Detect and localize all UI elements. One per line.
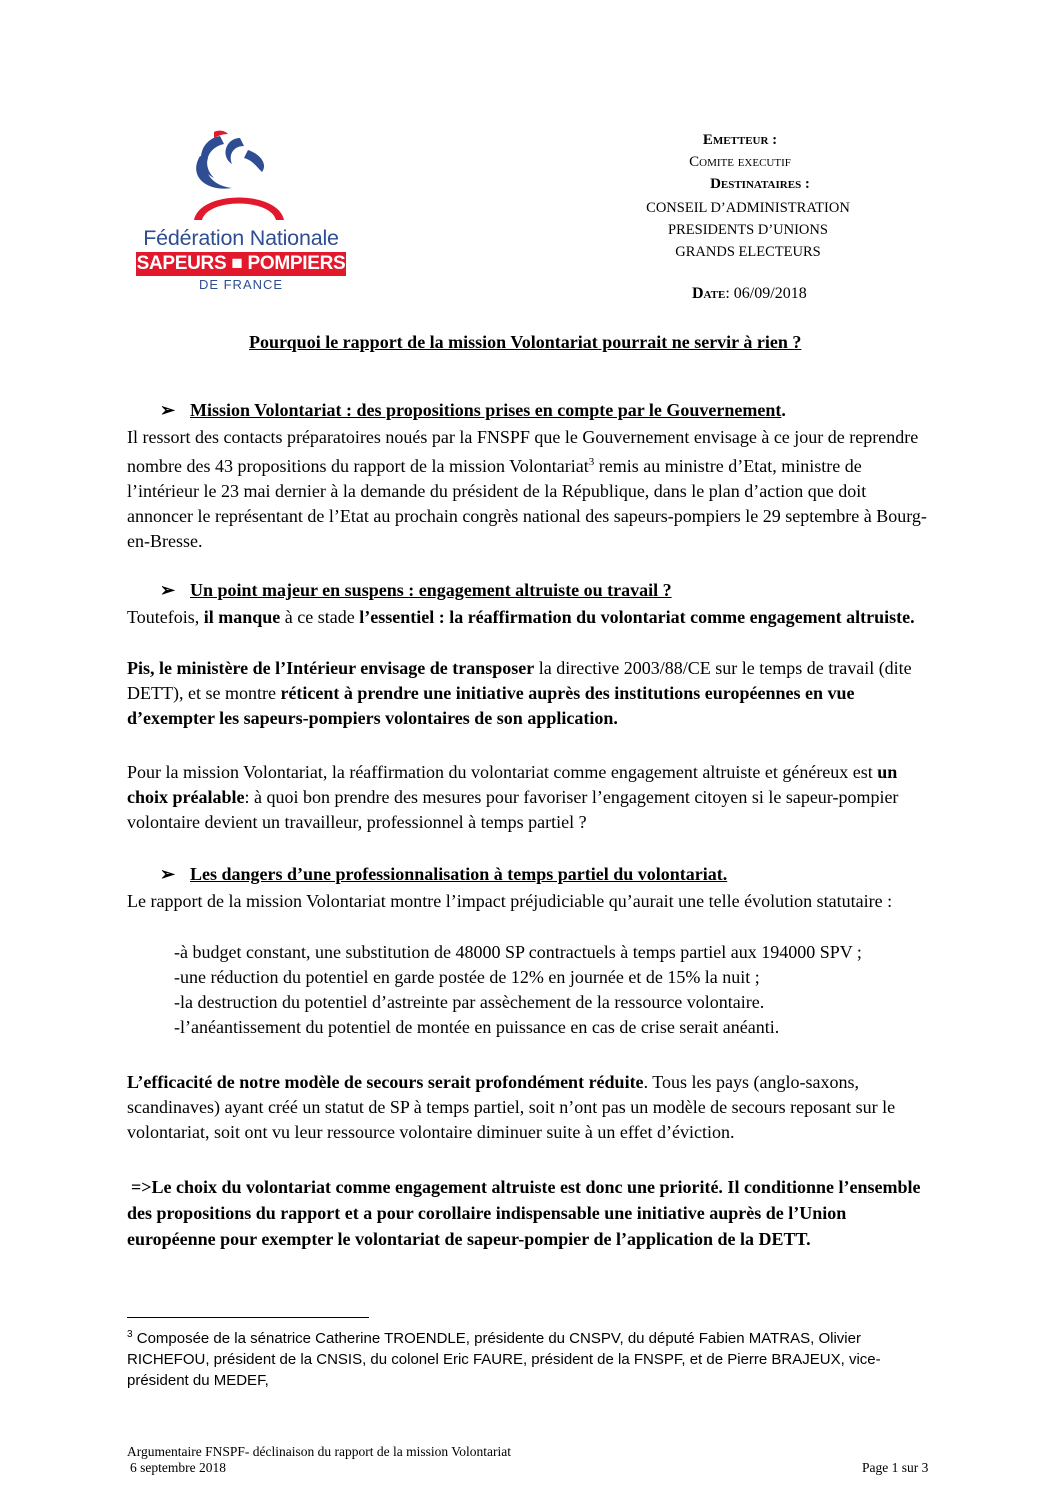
s2-p1-b: il manque bbox=[203, 607, 281, 627]
arrow-bullet-icon: ➢ bbox=[160, 864, 176, 884]
conclusion: =>Le choix du volontariat comme engagement altruiste est donc une priorité. Il conditionne l’ensemble des propositions du rapport et a pour corollaire indispensable une initiative auprès de l’Union européenne pour exempter le volontariat de sapeur-pompier de l’application de la DETT. bbox=[127, 1177, 921, 1249]
s3-p2-b: . Tous les pays (anglo-saxons, scandinaves) ayant créé un statut de SP à temps partiel, soit n’ont pas un modèle de secours reposant sur le volontariat, soit ont vu leur ressource volontaire diminuer suite à un effet d’éviction. bbox=[127, 1072, 896, 1142]
section3-intro: Le rapport de la mission Volontariat montre l’impact préjudiciable qu’aurait une telle évolution statutaire : bbox=[127, 891, 893, 911]
emetteur-value: Comite executif bbox=[689, 154, 791, 170]
s2-p2-c: réticent à prendre une initiative auprès des institutions européennes en vue d’exempter les sapeurs-pompiers volontaires de son application. bbox=[127, 683, 855, 728]
section2-paragraph-2 bbox=[127, 656, 927, 731]
section2-paragraph-3 bbox=[127, 760, 927, 835]
list-item: -une réduction du potentiel en garde postée de 12% en journée et de 15% la nuit ; bbox=[174, 967, 760, 987]
logo-subtitle: DE FRANCE bbox=[198, 277, 284, 292]
footnote-separator bbox=[127, 1317, 369, 1318]
s2-p3-a: Pour la mission Volontariat, la réaffirmation du volontariat comme engagement altruiste et généreux est bbox=[127, 762, 878, 782]
footer-page: Page 1 sur 3 bbox=[862, 1460, 929, 1475]
s2-p3-b: un choix préalable bbox=[127, 762, 898, 807]
footnote-ref: 3 bbox=[588, 456, 595, 468]
footer-date: 6 septembre 2018 bbox=[130, 1460, 226, 1475]
s2-p1-a: Toutefois, bbox=[127, 607, 204, 627]
arrow-bullet-icon: ➢ bbox=[160, 400, 176, 420]
footnote-mark: 3 bbox=[127, 1329, 133, 1340]
destinataires-label: Destinataires : bbox=[710, 176, 810, 192]
section1-heading bbox=[160, 400, 786, 421]
section1-title-end: . bbox=[781, 400, 786, 420]
logo-title: Fédération Nationale bbox=[143, 226, 339, 250]
section3-heading bbox=[160, 864, 727, 885]
destinataire-3: GRANDS ELECTEURS bbox=[675, 244, 821, 260]
section2-paragraph-1 bbox=[127, 605, 927, 630]
date-label: Date bbox=[692, 285, 726, 302]
section1-title: Mission Volontariat : des propositions prises en compte par le Gouvernement bbox=[190, 400, 782, 420]
logo-band-word1: SAPEURS bbox=[136, 253, 227, 274]
section3-list bbox=[127, 940, 927, 1040]
footer-line1: Argumentaire FNSPF- déclinaison du rapport de la mission Volontariat bbox=[127, 1444, 511, 1459]
destinataire-2: PRESIDENTS D’UNIONS bbox=[668, 222, 828, 238]
section1-paragraph bbox=[127, 425, 927, 554]
logo-band: SAPEURS ■ POMPIERS bbox=[136, 253, 346, 274]
list-item: -la destruction du potentiel d’astreinte par assèchement de la ressource volontaire. bbox=[174, 992, 765, 1012]
helmet-emblem-icon bbox=[128, 128, 350, 228]
s2-p2-b: la directive 2003/88/CE sur le temps de travail (dite DETT), et se montre bbox=[127, 658, 912, 703]
s2-p2-a: Pis, le ministère de l’Intérieur envisage de transposer bbox=[127, 658, 535, 678]
logo-band-word2: POMPIERS bbox=[247, 253, 346, 274]
section2-title: Un point majeur en suspens : engagement altruiste ou travail ? bbox=[190, 580, 672, 600]
destinataire-1: CONSEIL D’ADMINISTRATION bbox=[646, 200, 850, 216]
footnote bbox=[127, 1324, 927, 1391]
arrow-bullet-icon: ➢ bbox=[160, 580, 176, 600]
s2-p1-c: à ce stade bbox=[280, 607, 360, 627]
list-item: -à budget constant, une substitution de 48000 SP contractuels à temps partiel aux 194000 SPV ; bbox=[174, 942, 862, 962]
section1-text-b: remis au ministre d’Etat, ministre de l’intérieur le 23 mai dernier à la demande du président de la République, dans le plan d’action que doit annoncer le représentant de l’Etat au prochain congrès national des sapeurs-pompiers le 29 septembre à Bourg-en-Bresse. bbox=[127, 456, 927, 551]
section2-heading bbox=[160, 580, 672, 601]
section3-title: Les dangers d’une professionnalisation à temps partiel du volontariat. bbox=[190, 864, 728, 884]
document-title: Pourquoi le rapport de la mission Volontariat pourrait ne servir à rien ? bbox=[249, 332, 802, 352]
list-item: -l’anéantissement du potentiel de montée en puissance en cas de crise serait anéanti. bbox=[174, 1017, 780, 1037]
s2-p1-d: l’essentiel : la réaffirmation du volontariat comme engagement altruiste. bbox=[359, 607, 915, 627]
s3-p2-a: L’efficacité de notre modèle de secours serait profondément réduite bbox=[127, 1072, 644, 1092]
emetteur-label: Emetteur : bbox=[702, 132, 778, 148]
section3-paragraph-2 bbox=[127, 1070, 927, 1145]
footnote-text: Composée de la sénatrice Catherine TROENDLE, présidente du CNSPV, du député Fabien MATRAS, Olivier RICHEFOU, président de la CNSIS, du colonel Eric FAURE, président de la FNSPF, et de Pierre BRAJEUX, vice-président du MEDEF, bbox=[127, 1330, 881, 1389]
s2-p3-c: : à quoi bon prendre des mesures pour favoriser l’engagement citoyen si le sapeur-pompier volontaire devient un travailleur, professionnel à temps partiel ? bbox=[127, 787, 899, 832]
date-value: : 06/09/2018 bbox=[725, 285, 807, 302]
date-line bbox=[692, 285, 807, 303]
fnspf-logo bbox=[128, 128, 350, 298]
section1-text-a: Il ressort des contacts préparatoires noués par la FNSPF que le Gouvernement envisage à ce jour de reprendre nombre des 43 propositions du rapport de la mission Volontariat bbox=[127, 427, 919, 476]
